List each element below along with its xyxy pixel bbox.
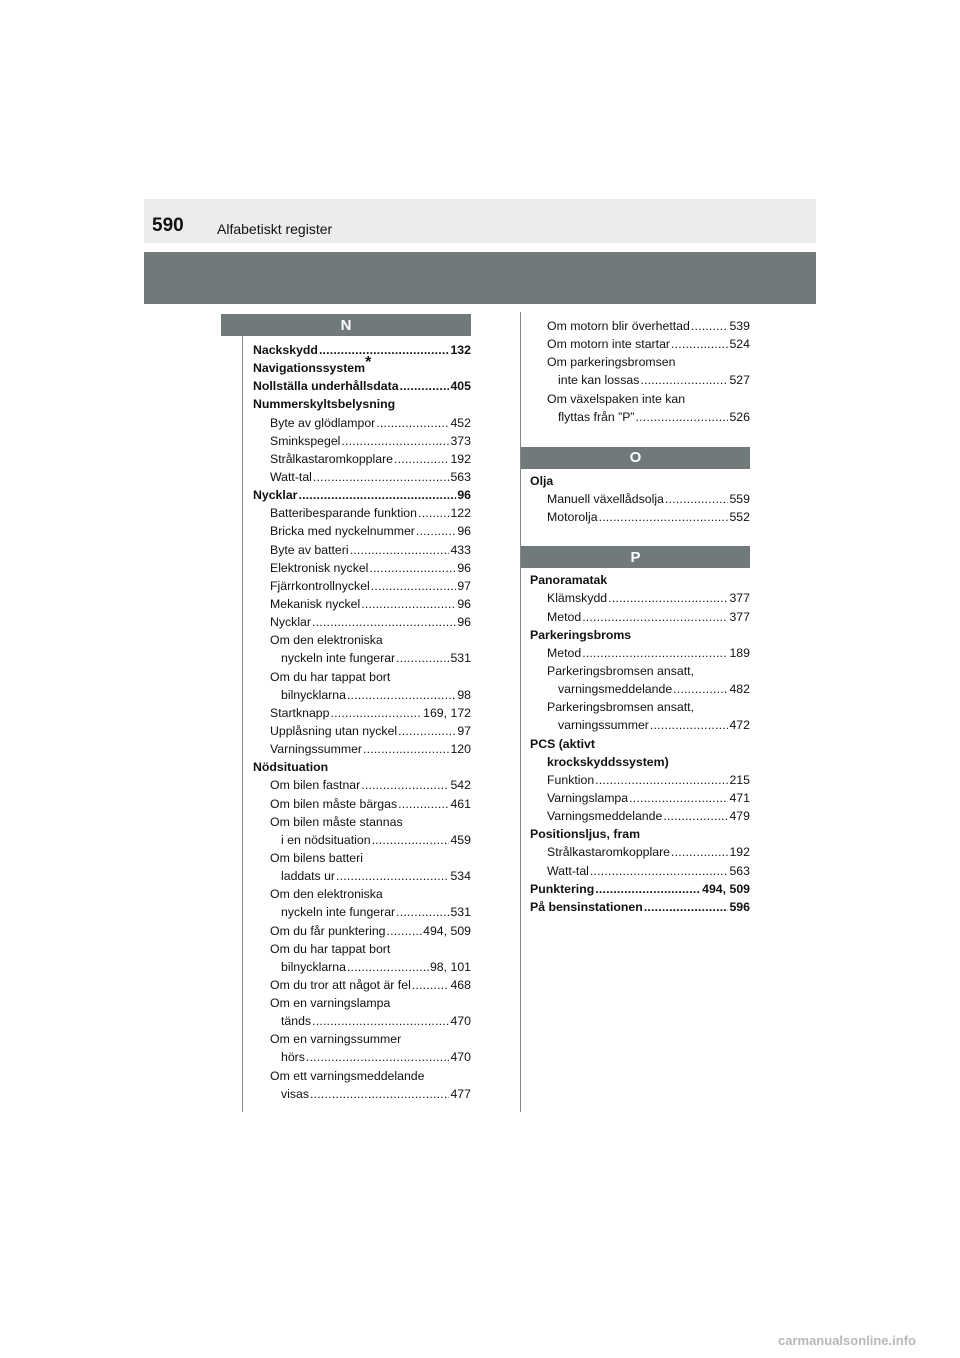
entry-text: Om ett varningsmeddelande <box>270 1068 425 1083</box>
entry-text: Om den elektroniska <box>270 633 383 648</box>
index-entry <box>530 716 750 734</box>
entry-page: 452 <box>450 415 471 430</box>
dot-leader <box>361 595 456 613</box>
entry-text: Nackskydd <box>253 343 318 357</box>
entry-text: Elektronisk nyckel <box>270 560 369 575</box>
entry-text: Parkeringsbromsen ansatt, <box>547 663 694 678</box>
index-list-o <box>530 472 750 526</box>
index-entry <box>253 903 471 921</box>
entry-text: Om bilen måste stannas <box>270 814 403 829</box>
index-entry <box>530 508 750 526</box>
entry-text: Om parkeringsbromsen <box>547 355 676 370</box>
index-entry <box>530 589 750 607</box>
entry-text: På bensinstationen <box>530 899 643 914</box>
entry-text: Motorolja <box>547 510 598 525</box>
entry-page: 96 <box>457 488 471 503</box>
dot-leader <box>376 414 449 432</box>
index-entry <box>253 414 471 432</box>
entry-page: 531 <box>450 905 471 920</box>
index-entry <box>253 922 471 940</box>
index-entry <box>253 686 471 704</box>
index-entry <box>253 432 471 450</box>
index-entry <box>253 395 471 413</box>
entry-page: 524 <box>729 337 750 352</box>
index-entry <box>253 486 471 504</box>
entry-page: 215 <box>729 772 750 787</box>
index-entry <box>253 722 471 740</box>
dot-leader <box>371 577 457 595</box>
dot-leader <box>341 432 449 450</box>
dot-leader <box>396 903 449 921</box>
entry-text: Om växelspaken inte kan <box>547 391 686 406</box>
index-entry <box>530 317 750 335</box>
index-entry <box>253 450 471 468</box>
dot-leader <box>416 522 456 540</box>
entry-text: Nollställa underhållsdata <box>253 379 399 394</box>
index-entry <box>253 795 471 813</box>
index-entry <box>530 825 750 843</box>
entry-page: 192 <box>729 845 750 860</box>
entry-page: 377 <box>729 591 750 606</box>
index-entry <box>253 1012 471 1030</box>
entry-text: Varningssummer <box>270 742 363 757</box>
index-entry <box>253 813 471 831</box>
dot-leader <box>582 608 728 626</box>
page-number: 590 <box>152 215 184 236</box>
index-entry <box>530 408 750 426</box>
entry-page: 192 <box>450 451 471 466</box>
entry-page: 97 <box>457 578 471 593</box>
entry-text: Sminkspegel <box>270 433 341 448</box>
index-entry <box>253 668 471 686</box>
entry-text: Bricka med nyckelnummer <box>270 524 415 539</box>
index-entry <box>253 613 471 631</box>
entry-text: Mekanisk nyckel <box>270 596 361 611</box>
dot-leader <box>336 867 449 885</box>
index-entry <box>253 541 471 559</box>
dot-leader <box>608 589 728 607</box>
dot-leader <box>418 504 449 522</box>
index-entry <box>253 758 471 776</box>
entry-page: 405 <box>450 379 471 394</box>
dot-leader <box>387 922 423 940</box>
index-entry <box>530 472 750 490</box>
entry-page: 468 <box>450 977 471 992</box>
index-entry <box>253 559 471 577</box>
entry-text: Om du får punktering <box>270 923 386 938</box>
entry-text: tänds <box>281 1014 312 1029</box>
dot-leader <box>372 831 450 849</box>
index-entry <box>253 704 471 722</box>
index-entry <box>253 577 471 595</box>
entry-page: 96 <box>457 596 471 611</box>
entry-asterisk: * <box>365 354 372 372</box>
entry-page: 122 <box>450 506 471 521</box>
index-entry <box>253 649 471 667</box>
dot-leader <box>650 716 729 734</box>
entry-text: laddats ur <box>281 869 336 884</box>
index-entry <box>253 831 471 849</box>
entry-text: Om motorn blir överhettad <box>547 319 690 333</box>
dot-leader <box>671 335 728 353</box>
dot-leader <box>590 862 729 880</box>
entry-text: PCS (aktivt <box>530 736 595 751</box>
dot-leader <box>691 317 729 335</box>
dot-leader <box>412 976 450 994</box>
entry-page: 377 <box>729 609 750 624</box>
dot-leader <box>595 771 728 789</box>
index-entry <box>530 644 750 662</box>
index-entry <box>530 662 750 680</box>
entry-page: 433 <box>450 542 471 557</box>
index-entry <box>530 353 750 371</box>
page-header <box>144 199 816 243</box>
entry-text: Om du har tappat bort <box>270 669 391 684</box>
entry-text: Byte av glödlampor <box>270 415 376 430</box>
index-entry <box>253 1067 471 1085</box>
entry-text: Upplåsning utan nyckel <box>270 723 398 738</box>
entry-text: Om du tror att något är fel <box>270 977 411 992</box>
section-header-n: N <box>221 314 471 336</box>
dot-leader <box>347 958 429 976</box>
index-entry <box>253 849 471 867</box>
entry-text: flyttas från ”P” <box>558 409 635 424</box>
dot-leader <box>398 722 456 740</box>
index-entry <box>253 740 471 758</box>
entry-text: Metod <box>547 645 582 660</box>
index-list-n-continued <box>530 317 750 426</box>
entry-text: krockskyddssystem) <box>547 754 669 769</box>
entry-text: i en nödsituation <box>281 832 371 847</box>
entry-text: Om du har tappat bort <box>270 941 391 956</box>
index-entry <box>530 626 750 644</box>
entry-text: Nycklar <box>270 615 311 630</box>
index-entry <box>253 354 471 377</box>
entry-text: Parkeringsbroms <box>530 627 632 642</box>
dot-leader <box>319 341 450 359</box>
entry-text: Om en varningssummer <box>270 1032 402 1047</box>
entry-page: 477 <box>450 1086 471 1101</box>
entry-text: Byte av batteri <box>270 542 349 557</box>
entry-text: Om motorn inte startar <box>547 337 671 352</box>
entry-text: Om den elektroniska <box>270 887 383 902</box>
entry-page: 479 <box>729 809 750 824</box>
index-entry <box>253 631 471 649</box>
entry-page: 552 <box>729 510 750 525</box>
index-entry <box>530 608 750 626</box>
index-entry <box>530 753 750 771</box>
section-header-o: O <box>521 447 750 469</box>
entry-page: 96 <box>457 615 471 630</box>
entry-text: Strålkastaromkopplare <box>270 451 394 466</box>
entry-page: 96 <box>457 560 471 575</box>
entry-page: 97 <box>457 723 471 738</box>
entry-page: 472 <box>729 718 750 733</box>
dot-leader <box>640 371 728 389</box>
entry-page: 531 <box>450 651 471 666</box>
index-entry <box>530 807 750 825</box>
entry-page: 563 <box>450 469 471 484</box>
index-entry <box>253 994 471 1012</box>
entry-page: 539 <box>729 319 750 333</box>
dot-leader <box>673 680 728 698</box>
dot-leader <box>306 1048 450 1066</box>
entry-page: 96 <box>457 524 471 539</box>
dot-leader <box>599 508 729 526</box>
entry-text: Positionsljus, fram <box>530 827 641 842</box>
index-entry <box>530 789 750 807</box>
dot-leader <box>400 377 450 395</box>
watermark: carmanualsonline.info <box>778 1333 916 1348</box>
dot-leader <box>629 789 728 807</box>
entry-text: Manuell växellådsolja <box>547 491 664 506</box>
entry-text: Om bilen måste bärgas <box>270 796 398 811</box>
index-entry <box>253 468 471 486</box>
dot-leader <box>595 880 701 898</box>
entry-page: 189 <box>729 645 750 660</box>
dot-leader <box>663 807 728 825</box>
entry-page: 470 <box>450 1050 471 1065</box>
entry-text: hörs <box>281 1050 305 1065</box>
index-entry <box>253 958 471 976</box>
dot-leader <box>350 541 450 559</box>
entry-text: Funktion <box>547 772 595 787</box>
entry-text: Varningslampa <box>547 790 629 805</box>
dot-leader <box>394 450 449 468</box>
dot-leader <box>312 613 456 631</box>
index-entry <box>253 341 471 359</box>
entry-text: Watt-tal <box>547 863 589 878</box>
entry-page: 470 <box>450 1014 471 1029</box>
index-entry <box>253 504 471 522</box>
dot-leader <box>347 686 456 704</box>
entry-text: Nödsituation <box>253 760 329 775</box>
entry-text: Watt-tal <box>270 469 312 484</box>
index-list-n <box>253 341 471 1103</box>
entry-text: Fjärrkontrollnyckel <box>270 578 370 593</box>
entry-page: 563 <box>729 863 750 878</box>
dot-leader <box>330 704 422 722</box>
entry-text: Metod <box>547 609 582 624</box>
dot-leader <box>396 649 449 667</box>
dot-leader <box>369 559 456 577</box>
entry-page: 461 <box>450 796 471 811</box>
index-entry <box>530 335 750 353</box>
entry-text: Parkeringsbromsen ansatt, <box>547 700 694 715</box>
entry-page: 542 <box>450 778 471 793</box>
entry-page: 482 <box>729 682 750 697</box>
entry-text: varningsmeddelande <box>558 682 673 697</box>
entry-page: 120 <box>450 742 471 757</box>
left-column <box>221 314 471 1103</box>
entry-text: Om en varningslampa <box>270 996 391 1011</box>
entry-text: nyckeln inte fungerar <box>281 651 396 666</box>
entry-text: Batteribesparande funktion <box>270 506 417 521</box>
index-entry <box>530 371 750 389</box>
entry-text: Nummerskyltsbelysning <box>253 397 396 412</box>
right-column <box>530 317 750 916</box>
index-entry <box>530 698 750 716</box>
entry-page: 169, 172 <box>423 705 471 720</box>
entry-text: Panoramatak <box>530 573 608 588</box>
entry-text: Punktering <box>530 881 595 896</box>
dot-leader <box>363 740 449 758</box>
index-entry <box>253 940 471 958</box>
entry-text: Startknapp <box>270 705 330 720</box>
entry-page: 98, 101 <box>429 959 471 974</box>
entry-text: inte kan lossas <box>558 373 640 388</box>
entry-text: Nycklar <box>253 488 298 503</box>
entry-page: 132 <box>450 343 471 357</box>
header-band <box>144 252 816 304</box>
entry-page: 373 <box>450 433 471 448</box>
index-entry <box>253 1048 471 1066</box>
index-entry <box>253 885 471 903</box>
index-entry <box>530 390 750 408</box>
dot-leader <box>361 776 449 794</box>
index-entry <box>253 1085 471 1103</box>
entry-page: 527 <box>729 373 750 388</box>
dot-leader <box>665 490 729 508</box>
index-entry <box>253 522 471 540</box>
entry-page: 98 <box>457 687 471 702</box>
index-entry <box>530 843 750 861</box>
index-entry <box>530 571 750 589</box>
index-entry <box>530 680 750 698</box>
entry-page: 494, 509 <box>702 881 750 896</box>
entry-text: Strålkastaromkopplare <box>547 845 671 860</box>
entry-text: bilnycklarna <box>281 959 346 974</box>
page-title: Alfabetiskt register <box>217 221 333 237</box>
entry-text: Klämskydd <box>547 591 608 606</box>
index-entry <box>253 776 471 794</box>
entry-page: 526 <box>729 409 750 424</box>
dot-leader <box>310 1085 449 1103</box>
index-entry <box>253 377 471 395</box>
entry-text: Navigationssystem <box>253 361 366 376</box>
index-entry <box>253 595 471 613</box>
entry-text: bilnycklarna <box>281 687 346 702</box>
index-entry <box>530 771 750 789</box>
entry-text: nyckeln inte fungerar <box>281 905 396 920</box>
entry-text: Varningsmeddelande <box>547 809 663 824</box>
entry-text: Olja <box>530 473 554 488</box>
entry-page: 559 <box>729 491 750 506</box>
dot-leader <box>313 468 450 486</box>
index-entry <box>253 867 471 885</box>
entry-page: 471 <box>729 790 750 805</box>
entry-text: Om bilen fastnar <box>270 778 361 793</box>
index-list-p <box>530 571 750 916</box>
dot-leader <box>582 644 728 662</box>
entry-page: 459 <box>450 832 471 847</box>
dot-leader <box>636 408 729 426</box>
dot-leader <box>312 1012 449 1030</box>
index-entry <box>530 862 750 880</box>
index-entry <box>253 976 471 994</box>
index-entry <box>530 735 750 753</box>
entry-page: 596 <box>729 899 750 914</box>
dot-leader <box>671 843 728 861</box>
index-entry <box>253 1030 471 1048</box>
entry-text: varningssummer <box>558 718 649 733</box>
section-header-p: P <box>521 546 750 568</box>
entry-text: Om bilens batteri <box>270 850 363 865</box>
entry-page: 494, 509 <box>423 923 471 938</box>
dot-leader <box>398 795 449 813</box>
index-entry <box>530 880 750 898</box>
entry-text: visas <box>281 1086 310 1101</box>
right-column-rule <box>520 312 521 1112</box>
index-entry <box>530 898 750 916</box>
entry-page: 534 <box>450 869 471 884</box>
dot-leader <box>298 486 456 504</box>
index-entry <box>530 490 750 508</box>
dot-leader <box>644 898 729 916</box>
